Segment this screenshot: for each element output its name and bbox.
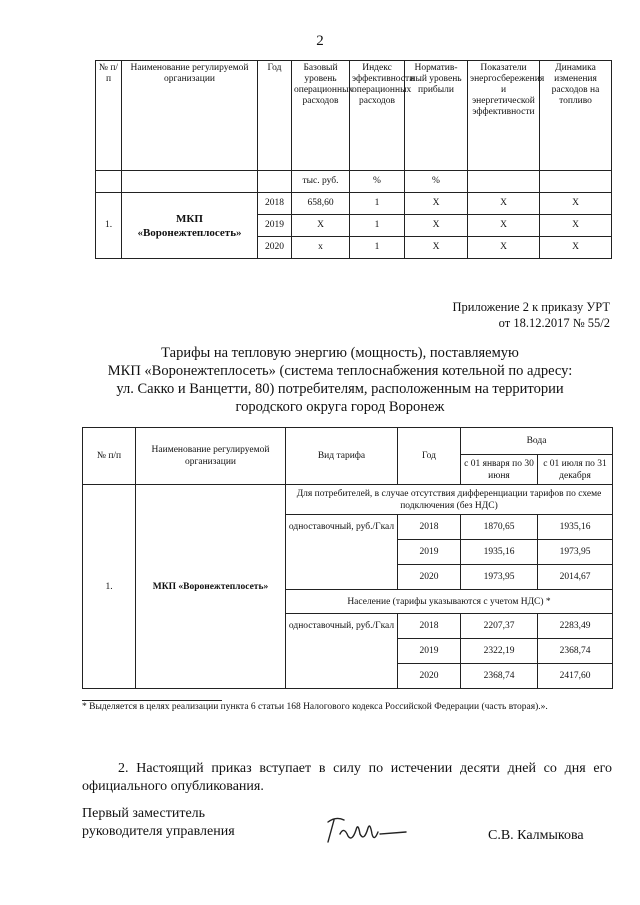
- cell-year: 2020: [398, 565, 461, 590]
- cell-p1: 2207,37: [461, 614, 538, 639]
- unit-base: тыс. руб.: [292, 171, 350, 193]
- appendix-line1: Приложение 2 к приказу УРТ: [452, 300, 610, 314]
- cell-norm: Х: [405, 237, 468, 259]
- cell-p2: 2417,60: [538, 664, 613, 689]
- appendix-line2: от 18.12.2017 № 55/2: [498, 316, 610, 330]
- cell-energy: Х: [468, 215, 540, 237]
- header-org: Наименование регулируемой организации: [122, 61, 258, 171]
- cell-p2: 2368,74: [538, 639, 613, 664]
- handwritten-signature: [322, 812, 412, 848]
- cell-index: 1: [350, 215, 405, 237]
- signatory-title-line2: руководителя управления: [82, 824, 235, 839]
- cell-p1: 1935,16: [461, 540, 538, 565]
- title-line2: МКП «Воронежтеплосеть» (система теплоснабжения котельной по адресу:: [107, 363, 573, 379]
- cell-index: 1: [350, 237, 405, 259]
- cell-p2: 2283,49: [538, 614, 613, 639]
- signatory-name: С.В. Калмыкова: [488, 828, 584, 843]
- header-period2: с 01 июля по 31 декабря: [538, 455, 613, 485]
- section1-title: Для потребителей, в случае отсутствия дифференциации тарифов по схеме подключения (без НДС): [286, 485, 613, 515]
- org-name: МКП «Воронежтеплосеть»: [136, 485, 286, 689]
- tariff-title: [70, 344, 610, 416]
- cell-year: 2018: [258, 193, 292, 215]
- header-norm: Норматив-ный уровень прибыли: [405, 61, 468, 171]
- cell-year: 2019: [398, 540, 461, 565]
- signatory-title: [82, 805, 235, 841]
- header-energy: Показатели энергосбережения и энергетической эффективности: [468, 61, 540, 171]
- header-year: Год: [398, 428, 461, 485]
- cell-energy: Х: [468, 237, 540, 259]
- cell-year: 2020: [258, 237, 292, 259]
- cell-index: 1: [350, 193, 405, 215]
- cell-year: 2018: [398, 614, 461, 639]
- cell-energy: Х: [468, 193, 540, 215]
- cell-p2: 1973,95: [538, 540, 613, 565]
- header-num: № п/п: [83, 428, 136, 485]
- header-dyn: Динамика изменения расходов на топливо: [540, 61, 612, 171]
- appendix-reference: [453, 299, 611, 331]
- unit-norm: %: [405, 171, 468, 193]
- cell-p1: 1973,95: [461, 565, 538, 590]
- cell-dyn: Х: [540, 215, 612, 237]
- cell-base: Х: [292, 215, 350, 237]
- cell-norm: Х: [405, 193, 468, 215]
- title-line1: Тарифы на тепловую энергию (мощность), поставляемую: [161, 345, 519, 361]
- org-line2: «Воронежтеплосеть»: [137, 226, 242, 239]
- cell-p2: 2014,67: [538, 565, 613, 590]
- signatory-title-line1: Первый заместитель: [82, 806, 206, 821]
- header-org: Наименование регулируемой организации: [136, 428, 286, 485]
- footnote: * Выделяется в целях реализации пункта 6 статьи 168 Налогового кодекса Российской Федерации (часть вторая).».: [82, 702, 548, 712]
- unit-index: %: [350, 171, 405, 193]
- cell-dyn: Х: [540, 193, 612, 215]
- title-line3: ул. Сакко и Ванцетти, 80) потребителям, расположенным на территории: [116, 381, 564, 397]
- efficiency-table: [95, 60, 612, 259]
- section2-title: Население (тарифы указываются с учетом НДС) *: [286, 590, 613, 614]
- cell-year: 2018: [398, 515, 461, 540]
- org-name: [122, 193, 258, 259]
- cell-norm: Х: [405, 215, 468, 237]
- row-num: 1.: [83, 485, 136, 689]
- order-paragraph: 2. Настоящий приказ вступает в силу по истечении десяти дней со дня его официального опубликования.: [82, 761, 612, 794]
- cell-p1: 2322,19: [461, 639, 538, 664]
- header-base: Базовый уровень операционных расходов: [292, 61, 350, 171]
- org-line1: МКП: [176, 212, 203, 225]
- cell-year: 2019: [258, 215, 292, 237]
- cell-p1: 2368,74: [461, 664, 538, 689]
- cell-p1: 1870,65: [461, 515, 538, 540]
- page-number: 2: [316, 33, 324, 49]
- header-year: Год: [258, 61, 292, 171]
- row-num: 1.: [96, 193, 122, 259]
- section2-tariff: одноставочный, руб./Гкал: [286, 614, 398, 689]
- cell-base: х: [292, 237, 350, 259]
- cell-dyn: Х: [540, 237, 612, 259]
- header-period1: с 01 января по 30 июня: [461, 455, 538, 485]
- header-index: Индекс эффективности операционных расходов: [350, 61, 405, 171]
- cell-p2: 1935,16: [538, 515, 613, 540]
- cell-year: 2019: [398, 639, 461, 664]
- title-line4: городского округа город Воронеж: [235, 399, 445, 415]
- tariff-table: [82, 427, 613, 689]
- header-water: Вода: [461, 428, 613, 455]
- cell-year: 2020: [398, 664, 461, 689]
- header-tariff: Вид тарифа: [286, 428, 398, 485]
- section1-tariff: одноставочный, руб./Гкал: [286, 515, 398, 590]
- header-num: № п/п: [96, 61, 122, 171]
- cell-base: 658,60: [292, 193, 350, 215]
